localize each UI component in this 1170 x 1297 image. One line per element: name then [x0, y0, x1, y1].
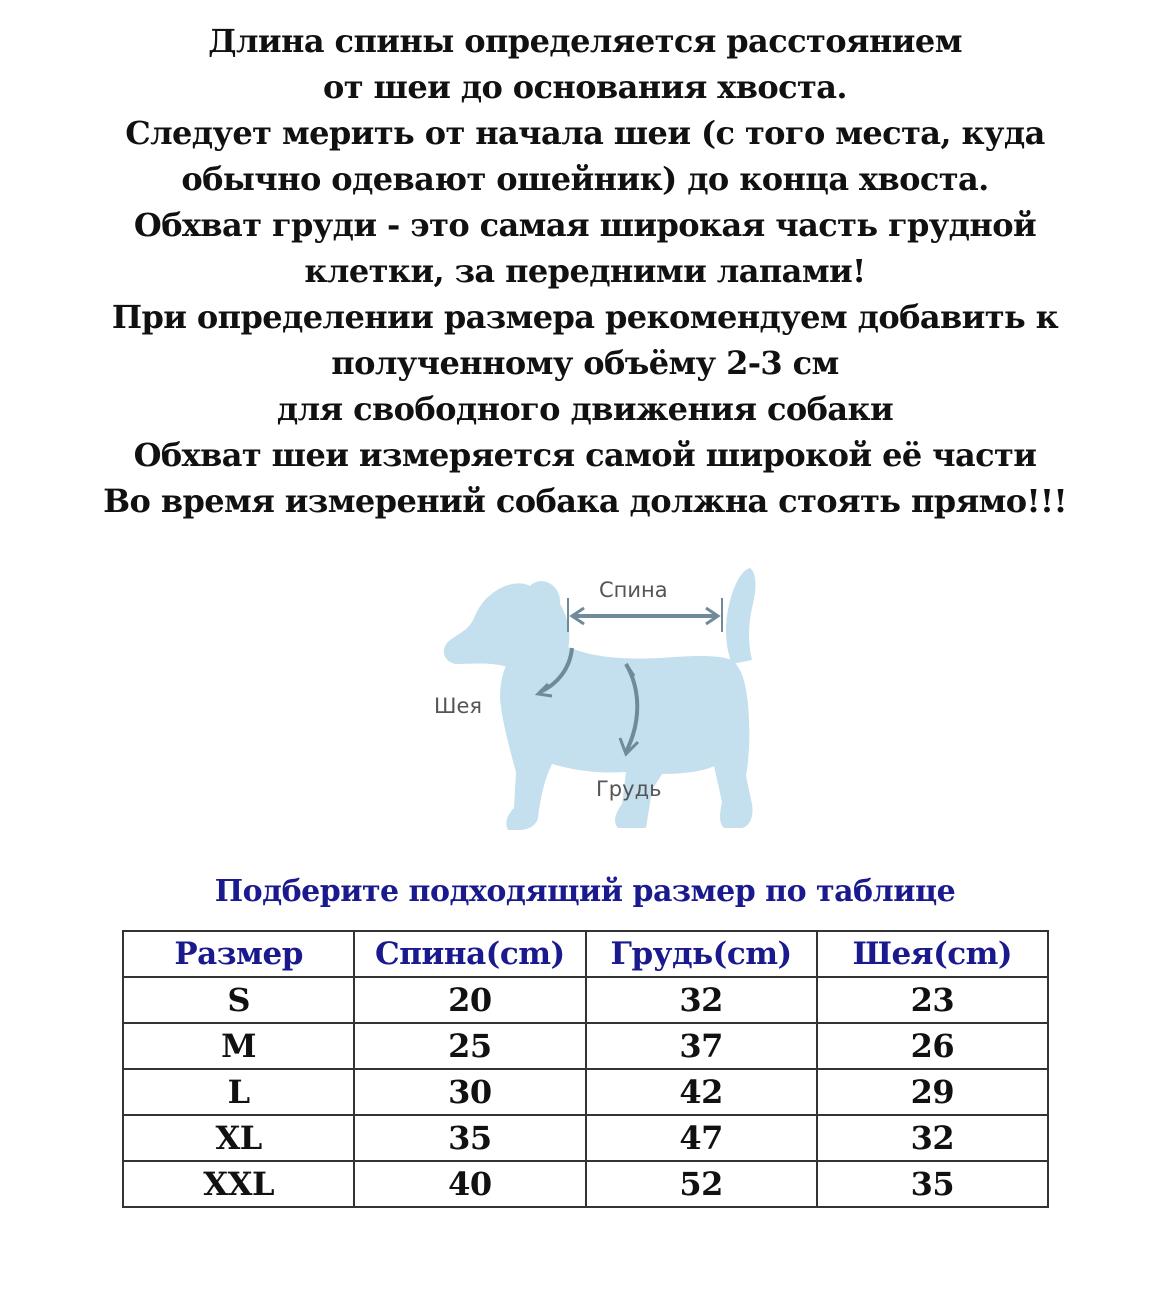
table-row: [123, 1115, 1048, 1161]
header-neck: Шея(cm): [817, 931, 1048, 977]
instruction-line: для свободного движения собаки: [276, 390, 894, 428]
cell-size: L: [123, 1069, 354, 1115]
cell-neck: 23: [817, 977, 1048, 1023]
cell-size: S: [123, 977, 354, 1023]
instruction-line: Обхват шеи измеряется самой широкой её части: [133, 436, 1037, 474]
dog-measurement-diagram: [420, 560, 780, 850]
cell-neck: 29: [817, 1069, 1048, 1115]
cell-chest: 42: [586, 1069, 817, 1115]
cell-back: 20: [354, 977, 585, 1023]
instruction-line: Длина спины определяется расстоянием: [208, 22, 962, 60]
instruction-line: Обхват груди - это самая широкая часть грудной: [133, 206, 1037, 244]
cell-back: 25: [354, 1023, 585, 1069]
cell-back: 30: [354, 1069, 585, 1115]
header-chest: Грудь(cm): [586, 931, 817, 977]
instruction-line: полученному объёму 2-3 см: [331, 344, 839, 382]
instruction-line: При определении размера рекомендуем добавить к: [111, 298, 1059, 336]
cell-chest: 52: [586, 1161, 817, 1207]
cell-chest: 37: [586, 1023, 817, 1069]
header-size: Размер: [123, 931, 354, 977]
instruction-line: от шеи до основания хвоста.: [323, 68, 847, 106]
cell-back: 40: [354, 1161, 585, 1207]
table-row: [123, 977, 1048, 1023]
table-header-row: [123, 931, 1048, 977]
measurement-instructions: [0, 18, 1170, 524]
header-back: Спина(cm): [354, 931, 585, 977]
table-row: [123, 1023, 1048, 1069]
cell-chest: 32: [586, 977, 817, 1023]
cell-size: XXL: [123, 1161, 354, 1207]
neck-label: Шея: [434, 694, 483, 718]
instruction-line: обычно одевают ошейник) до конца хвоста.: [181, 160, 989, 198]
table-row: [123, 1069, 1048, 1115]
size-table-title: Подберите подходящий размер по таблице: [214, 874, 956, 909]
instruction-line: Следует мерить от начала шеи (с того места, куда: [125, 114, 1045, 152]
instruction-line: Во время измерений собака должна стоять прямо!!!: [103, 482, 1067, 520]
table-row: [123, 1161, 1048, 1207]
cell-neck: 26: [817, 1023, 1048, 1069]
cell-neck: 32: [817, 1115, 1048, 1161]
cell-size: M: [123, 1023, 354, 1069]
cell-back: 35: [354, 1115, 585, 1161]
cell-neck: 35: [817, 1161, 1048, 1207]
back-label: Спина: [599, 578, 668, 602]
chest-label: Грудь: [596, 777, 662, 801]
cell-size: XL: [123, 1115, 354, 1161]
back-measurement-arrow-icon: [568, 598, 722, 632]
size-table: [122, 930, 1049, 1208]
cell-chest: 47: [586, 1115, 817, 1161]
instruction-line: клетки, за передними лапами!: [304, 252, 866, 290]
